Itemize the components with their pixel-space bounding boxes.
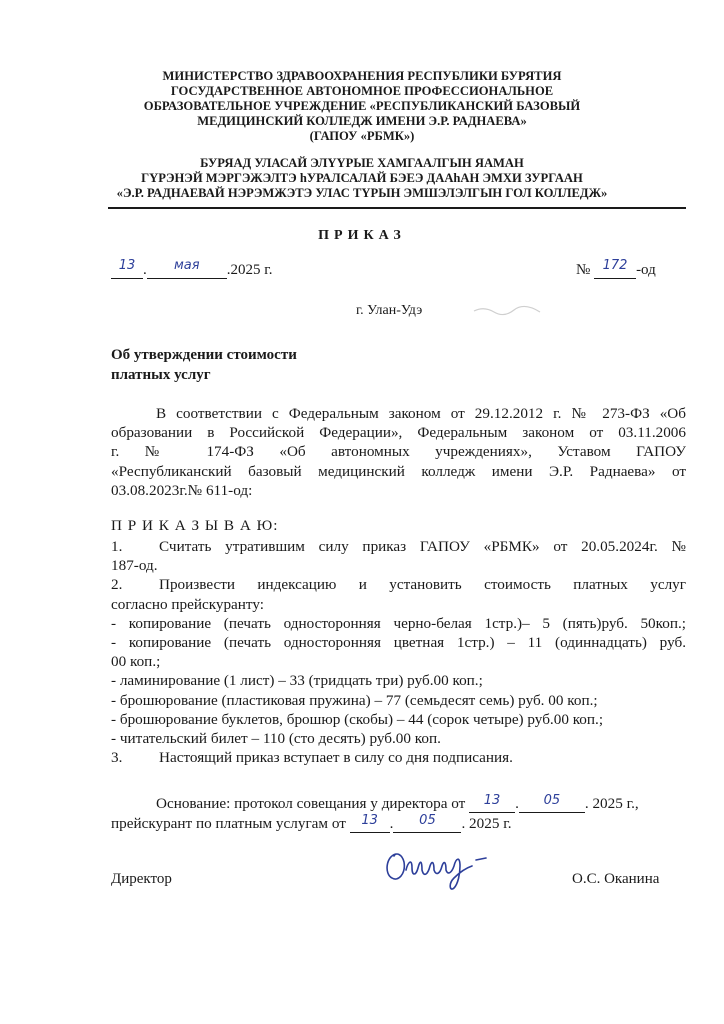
basis-day-1-handwritten: 13: [483, 793, 501, 808]
number-prefix: №: [576, 262, 591, 278]
item-2: 2. Произвести индексацию и установить стоимость платных услуг: [111, 576, 686, 594]
preamble-line-5: 03.08.2023г.№ 611-од:: [111, 481, 253, 499]
price-item-2-cont: 00 коп.;: [111, 653, 161, 671]
order-directive-heading: П Р И К А З Ы В А Ю:: [111, 517, 279, 534]
basis-month-1-handwritten: 05: [543, 793, 561, 808]
price-item-5: - брошюрование буклетов, брошюр (скобы) – 44 (сорок четыре) руб.00 коп.;: [111, 710, 604, 728]
header-bur-line-3: «Э.Р. РАДНАЕВАЙ НЭРЭМЖЭТЭ УЛАС ТYРЫН ЭМШЭЛЭЛГЫН ГОЛ КОЛЛЕДЖ»: [116, 186, 608, 200]
preamble: [111, 404, 686, 500]
preamble-line-4: «Республиканский базовый медицинский колледж имени Э.Р. Раднаева» от: [111, 462, 686, 480]
basis-line-1: Основание: протокол совещания у директора от 13 . 05 . 2025 г.,: [156, 793, 639, 812]
order-number: [576, 258, 656, 279]
price-item-2: - копирование (печать односторонняя цветная 1стр.) – 11 (одиннадцать) руб.: [111, 634, 686, 652]
preamble-line-3: г. № 174-ФЗ «Об автономных учреждениях», Уставом ГАПОУ: [111, 443, 686, 461]
preamble-line-1: В соответствии с Федеральным законом от 29.12.2012 г. № 273-ФЗ «Об: [156, 405, 686, 422]
item-1-cont: 187-од.: [111, 557, 158, 575]
director-name: О.С. Оканина: [572, 871, 660, 887]
org-header-ru: [0, 69, 724, 144]
org-header-bur: [0, 156, 724, 201]
date-day-handwritten: 13: [118, 258, 136, 273]
order-subject: [111, 345, 297, 385]
city: г. Улан-Удэ: [356, 303, 423, 318]
subject-line-1: Об утверждении стоимости: [111, 347, 297, 363]
price-item-6: - читательский билет – 110 (сто десять) руб.00 коп.: [111, 730, 441, 748]
date-year: .2025 г.: [226, 262, 273, 278]
header-ru-line-2: ГОСУДАРСТВЕННОЕ АВТОНОМНОЕ ПРОФЕССИОНАЛЬНОЕ: [170, 84, 554, 98]
director-title: Директор: [111, 871, 172, 887]
item-1: 1. Считать утратившим силу приказ ГАПОУ «РБМК» от 20.05.2024г. №: [111, 538, 686, 555]
basis-month-2-handwritten: 05: [419, 813, 436, 828]
number-suffix: -од: [636, 262, 656, 278]
header-ru-line-1: МИНИСТЕРСТВО ЗДРАВООХРАНЕНИЯ РЕСПУБЛИКИ БУРЯТИЯ: [162, 69, 562, 83]
document-title: ПРИКАЗ: [318, 228, 406, 243]
price-item-4: - брошюрование (пластиковая пружина) – 77 (семьдесят семь) руб. 00 коп.;: [111, 691, 598, 709]
date-month-handwritten: мая: [173, 258, 200, 273]
header-bur-line-2: ГYРЭНЭЙ МЭРГЭЖЭЛТЭ hУРАЛСАЛАЙ БЭЕЭ ДААhАН ЭМХИ ЗУРГААН: [141, 171, 583, 185]
header-bur-line-1: БУРЯАД УЛАСАЙ ЭЛYYРЫЕ ХАМГААЛГЫН ЯАМАН: [200, 156, 524, 170]
basis-day-2-handwritten: 13: [361, 813, 378, 828]
faint-stamp-mark: [472, 303, 542, 317]
number-handwritten: 172: [602, 258, 628, 273]
item-3: 3. Настоящий приказ вступает в силу со дня подписания.: [111, 749, 513, 767]
preamble-line-2: образовании в Российской Федерации», Федеральным законом от 03.11.2006: [111, 424, 686, 442]
price-item-1: - копирование (печать односторонняя черно-белая 1стр.)– 5 (пять)руб. 50коп.;: [111, 614, 686, 632]
order-date: 13 . мая .2025 г.: [111, 262, 272, 279]
price-item-3: - ламинирование (1 лист) – 33 (тридцать три) руб.00 коп.;: [111, 672, 483, 690]
header-ru-line-4: МЕДИЦИНСКИЙ КОЛЛЕДЖ ИМЕНИ Э.Р. РАДНАЕВА»: [197, 114, 527, 128]
subject-line-2: платных услуг: [111, 367, 211, 383]
header-ru-line-3: ОБРАЗОВАТЕЛЬНОЕ УЧРЕЖДЕНИЕ «РЕСПУБЛИКАНСКИЙ БАЗОВЫЙ: [143, 99, 581, 113]
item-2-cont: согласно прейскуранту:: [111, 595, 264, 613]
basis-line-2: прейскурант по платным услугам от 13 . 05 . 2025 г.: [111, 813, 512, 832]
header-ru-line-5: (ГАПОУ «РБМК»): [309, 129, 415, 143]
order-items: [111, 537, 686, 767]
header-divider: [108, 207, 686, 209]
handwritten-signature: [382, 844, 492, 892]
